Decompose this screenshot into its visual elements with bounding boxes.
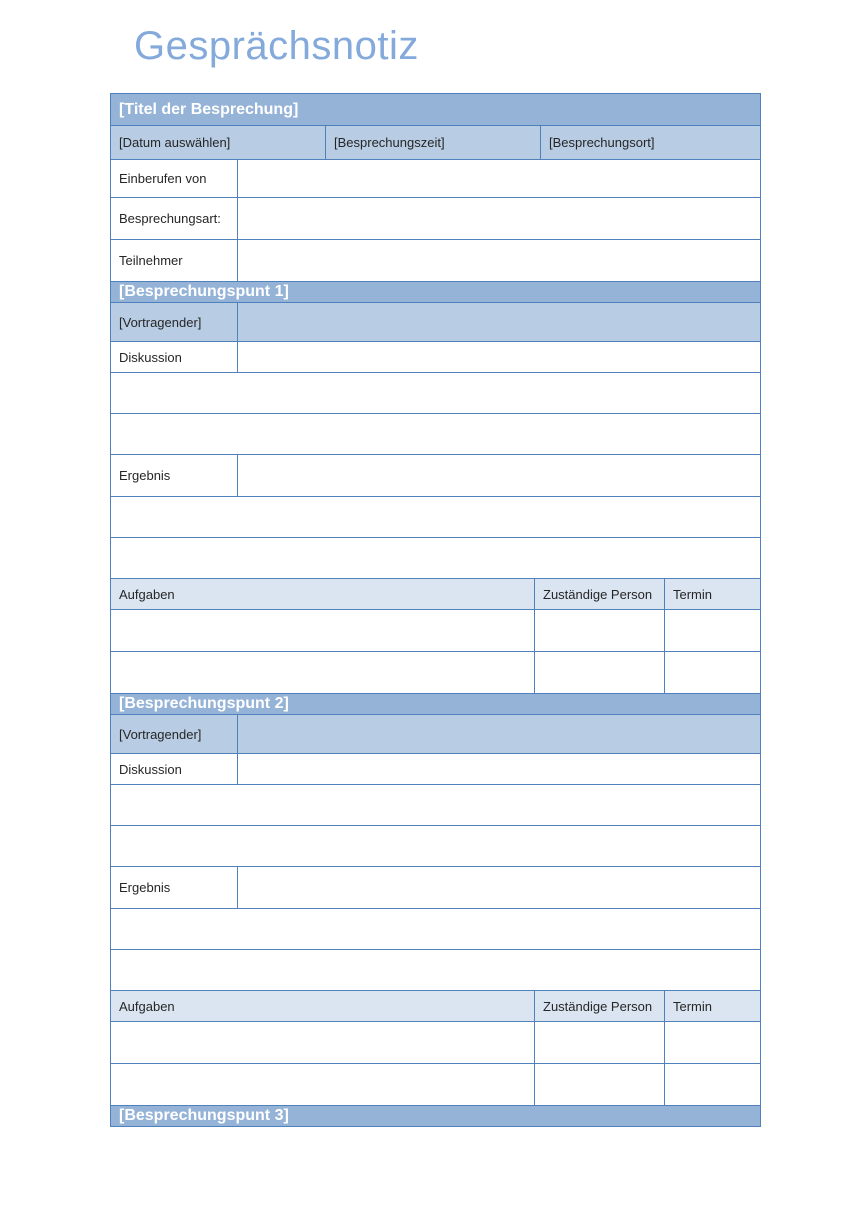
meeting-type-label: Besprechungsart: (111, 198, 238, 239)
section-2-result-label: Ergebnis (111, 867, 238, 908)
meeting-title-header-row (111, 94, 760, 126)
section-1-result-extra-input[interactable] (111, 538, 760, 578)
section-2-result-extra-row (111, 909, 760, 950)
section-1-result-row (111, 455, 760, 497)
called-by-input[interactable] (238, 160, 760, 197)
section-2-task-row (111, 1022, 760, 1064)
due-date-input[interactable] (665, 1022, 760, 1063)
due-date-column-header: Termin (673, 586, 713, 602)
date-field[interactable]: [Datum auswählen] (111, 126, 326, 159)
section-1-result-input[interactable] (238, 455, 760, 496)
participants-input[interactable] (238, 240, 760, 281)
section-3-title-placeholder[interactable]: [Besprechungspunt 3] (119, 1107, 289, 1124)
due-date-input[interactable] (665, 610, 760, 651)
section-1-discussion-input[interactable] (238, 342, 760, 372)
section-2-tasks-header-row (111, 991, 760, 1022)
section-1-discussion-extra-input[interactable] (111, 373, 760, 413)
section-2-presenter-input[interactable] (238, 715, 760, 753)
tasks-column-header: Aufgaben (111, 991, 535, 1021)
section-1-result-extra-row (111, 538, 760, 579)
due-date-input[interactable] (665, 1064, 760, 1105)
section-2-task-row (111, 1064, 760, 1106)
section-2-discussion-extra-input[interactable] (111, 826, 760, 866)
meeting-type-input[interactable] (238, 198, 760, 239)
section-2-result-input[interactable] (238, 867, 760, 908)
section-2-title-placeholder[interactable]: [Besprechungspunt 2] (119, 695, 289, 712)
section-1-tasks-header-row (111, 579, 760, 610)
section-1-presenter-row (111, 303, 760, 342)
section-2-header-row (111, 694, 760, 715)
meeting-type-row (111, 198, 760, 240)
time-field[interactable]: [Besprechungszeit] (326, 126, 541, 159)
document-title: Gesprächsnotiz (134, 24, 419, 68)
section-2-discussion-input[interactable] (238, 754, 760, 784)
section-2-discussion-extra-input[interactable] (111, 785, 760, 825)
section-1-result-extra-row (111, 497, 760, 538)
task-input[interactable] (111, 652, 535, 693)
section-2-discussion-extra-row (111, 826, 760, 867)
section-2-result-extra-input[interactable] (111, 909, 760, 949)
task-input[interactable] (111, 610, 535, 651)
section-1-discussion-extra-input[interactable] (111, 414, 760, 454)
section-1-discussion-label: Diskussion (111, 342, 238, 372)
section-2-discussion-extra-row (111, 785, 760, 826)
responsible-person-column-header: Zuständige Person (535, 579, 665, 609)
meeting-title-placeholder[interactable]: [Titel der Besprechung] (119, 100, 299, 118)
section-2-result-extra-row (111, 950, 760, 991)
responsible-person-input[interactable] (535, 1022, 665, 1063)
responsible-person-input[interactable] (535, 652, 665, 693)
section-1-header-row (111, 282, 760, 303)
section-2-result-row (111, 867, 760, 909)
section-1-result-extra-input[interactable] (111, 497, 760, 537)
section-2-presenter-placeholder[interactable]: [Vortragender] (111, 715, 238, 753)
due-date-column-header: Termin (673, 998, 713, 1014)
section-1-discussion-extra-row (111, 373, 760, 414)
called-by-row (111, 160, 760, 198)
meeting-notes-table (110, 93, 761, 1127)
due-date-input[interactable] (665, 652, 760, 693)
section-1-title-placeholder[interactable]: [Besprechungspunt 1] (119, 283, 289, 300)
section-1-discussion-row (111, 342, 760, 373)
section-2-discussion-row (111, 754, 760, 785)
section-3-header-row (111, 1106, 760, 1127)
responsible-person-column-header: Zuständige Person (535, 991, 665, 1021)
section-1-discussion-extra-row (111, 414, 760, 455)
section-1-task-row (111, 652, 760, 694)
responsible-person-input[interactable] (535, 610, 665, 651)
participants-label: Teilnehmer (111, 240, 238, 281)
responsible-person-input[interactable] (535, 1064, 665, 1105)
section-1-presenter-input[interactable] (238, 303, 760, 341)
meeting-info-row (111, 126, 760, 160)
task-input[interactable] (111, 1022, 535, 1063)
called-by-label: Einberufen von (111, 160, 238, 197)
section-1-presenter-placeholder[interactable]: [Vortragender] (111, 303, 238, 341)
section-2-presenter-row (111, 715, 760, 754)
location-field[interactable]: [Besprechungsort] (549, 135, 655, 150)
participants-row (111, 240, 760, 282)
task-input[interactable] (111, 1064, 535, 1105)
section-1-task-row (111, 610, 760, 652)
section-1-result-label: Ergebnis (111, 455, 238, 496)
section-2-discussion-label: Diskussion (111, 754, 238, 784)
tasks-column-header: Aufgaben (111, 579, 535, 609)
section-2-result-extra-input[interactable] (111, 950, 760, 990)
